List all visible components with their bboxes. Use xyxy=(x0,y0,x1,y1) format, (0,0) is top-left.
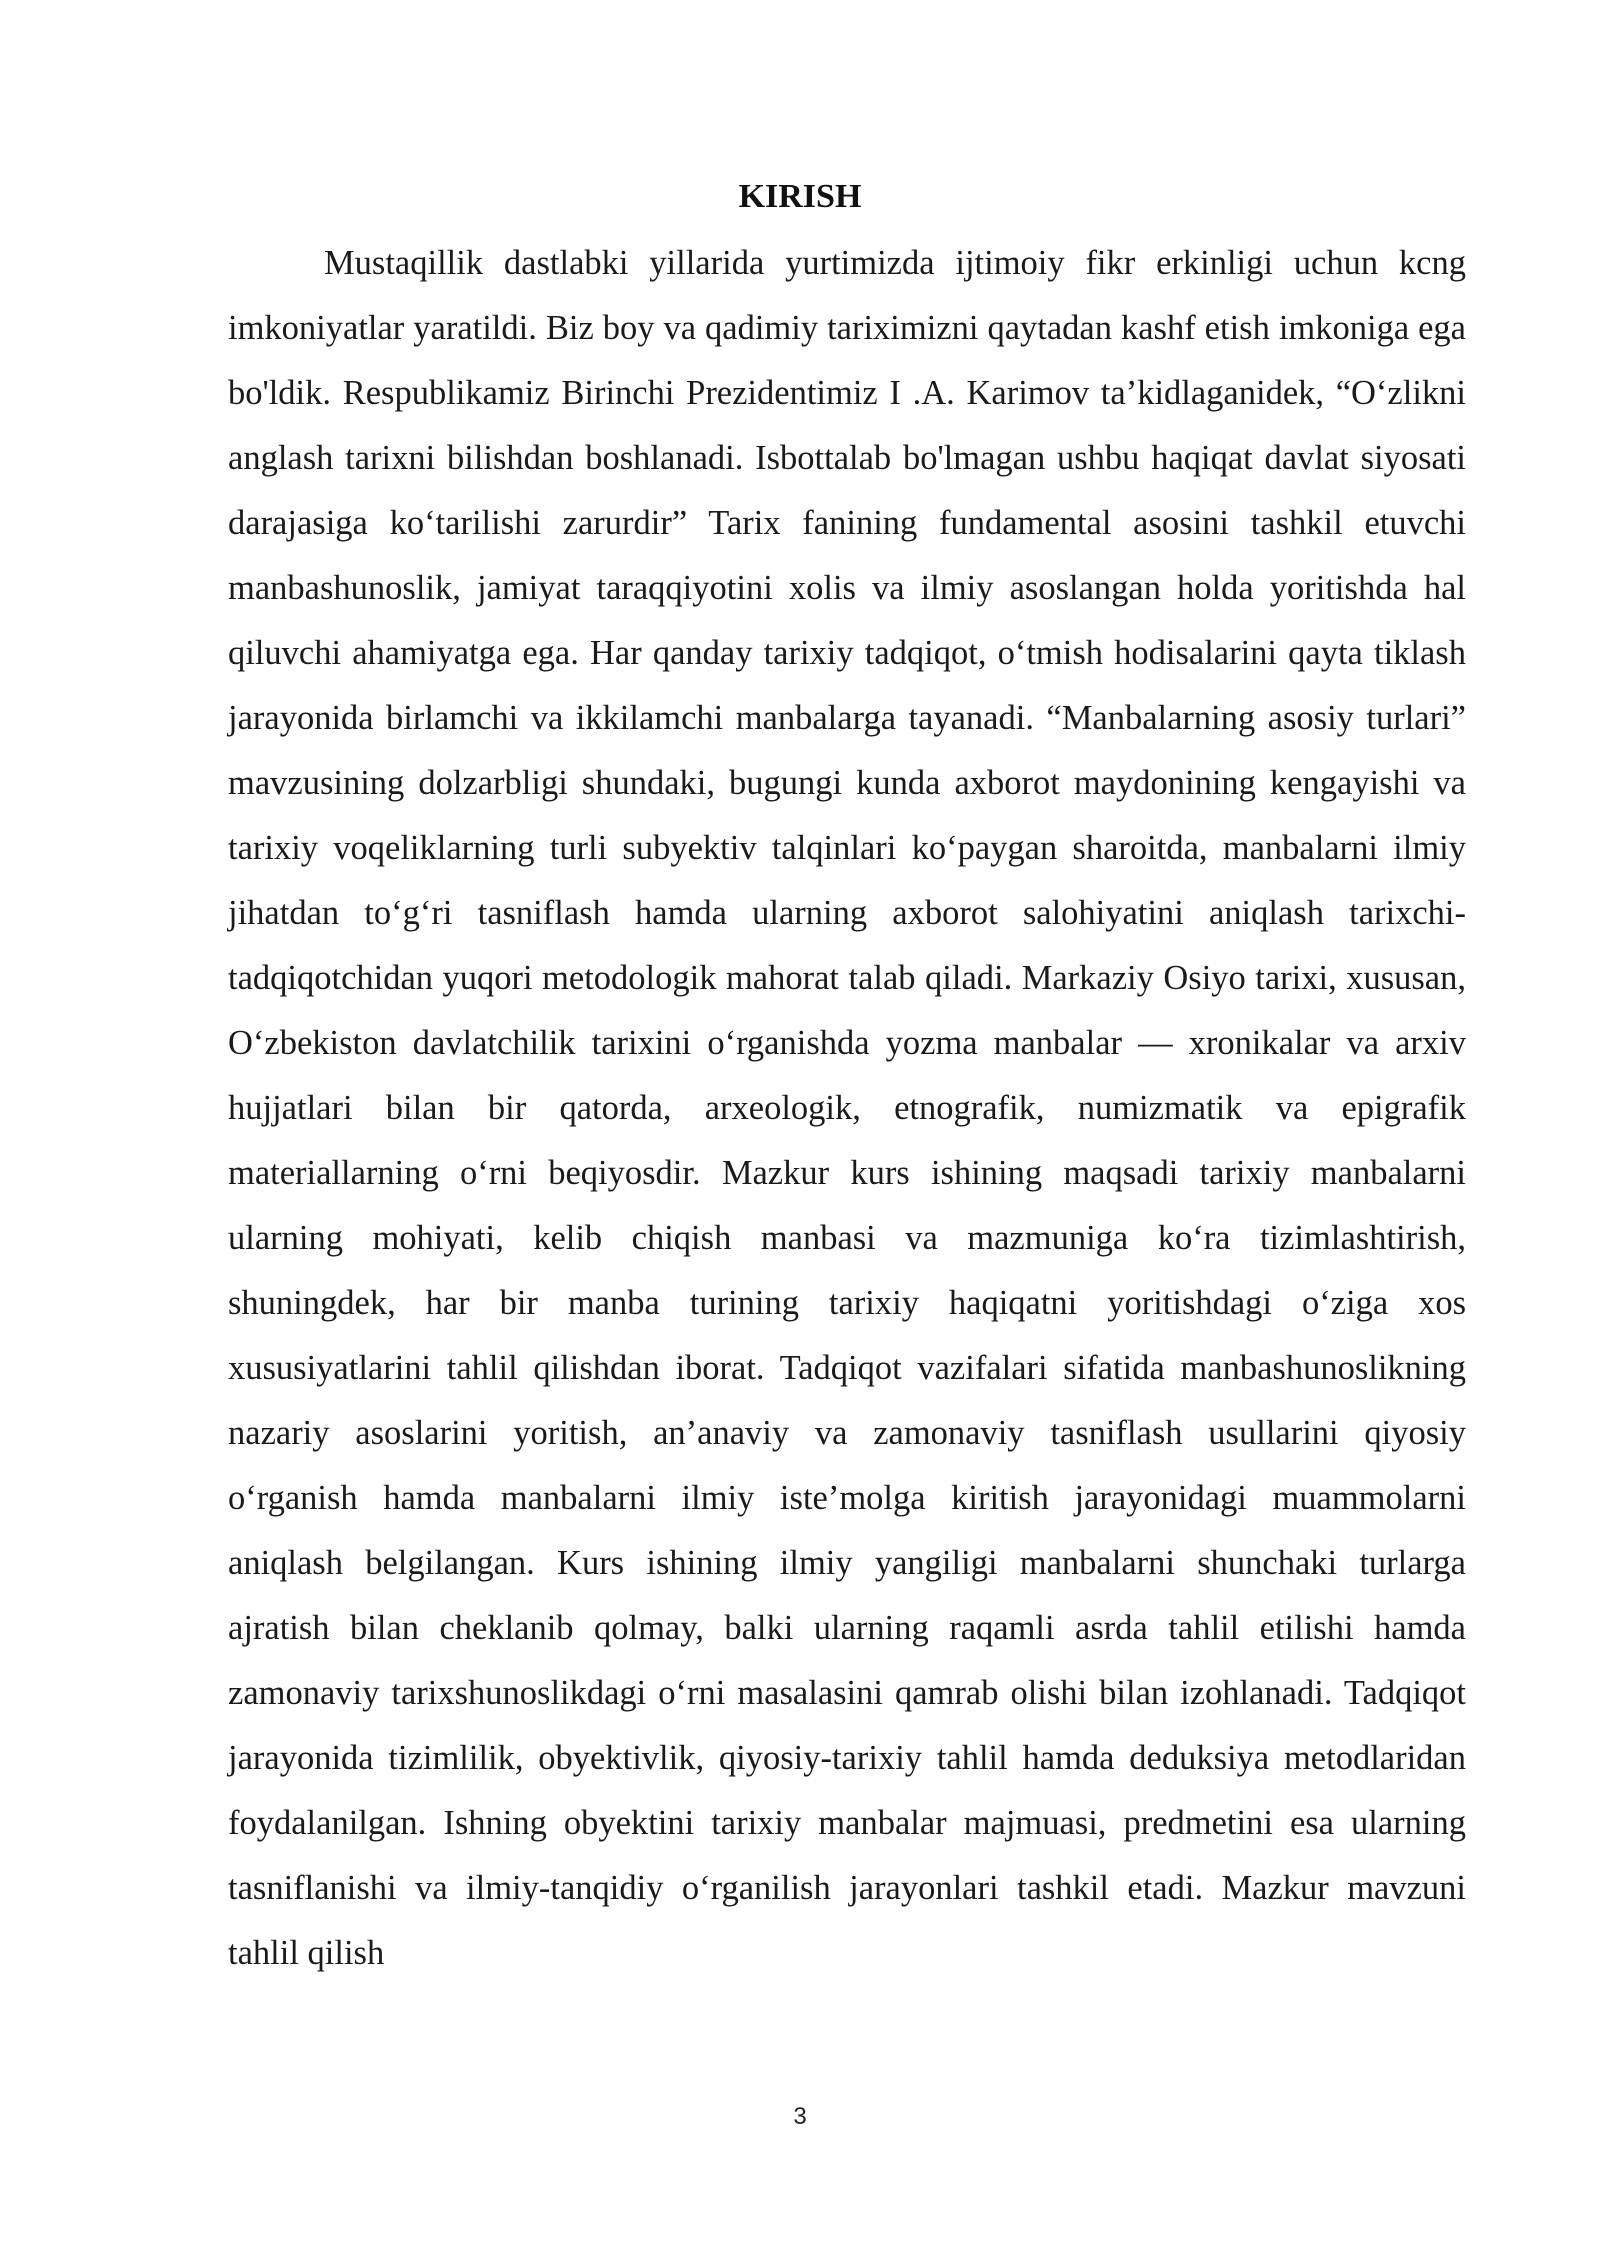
section-heading: KIRISH xyxy=(738,178,862,215)
page-number: 3 xyxy=(793,2103,807,2130)
body-paragraph: Mustaqillik dastlabki yillarida yurtimizda ijtimoiy fikr erkinligi uchun kcng imkoniyatlar yaratildi. Biz boy va qadimiy tariximizni qaytadan kashf etish imkoniga ega bo'ldik. Respublikamiz Birinchi Prezidentimiz I .A. Karimov ta’kidlaganidek, “O‘zlikni anglash tarixni bilishdan boshlanadi. Isbottalab bo'lmagan ushbu haqiqat davlat siyosati darajasiga ko‘tarilishi zarurdir” Tarix fanining fundamental asosini tashkil etuvchi manbashunoslik, jamiyat taraqqiyotini xolis va ilmiy asoslangan holda yoritishda hal qiluvchi ahamiyatga ega. Har qanday tarixiy tadqiqot, o‘tmish hodisalarini qayta tiklash jarayonida birlamchi va ikkilamchi manbalarga tayanadi. “Manbalarning asosiy turlari” mavzusining dolzarbligi shundaki, bugungi kunda axborot maydonining kengayishi va tarixiy voqeliklarning turli subyektiv talqinlari ko‘paygan sharoitda, manbalarni ilmiy jihatdan to‘g‘ri tasniflash hamda ularning axborot salohiyatini aniqlash tarixchi-tadqiqotchidan yuqori metodologik mahorat talab qiladi. Markaziy Osiyo tarixi, xususan, O‘zbekiston davlatchilik tarixini o‘rganishda yozma manbalar — xronikalar va arxiv hujjatlari bilan bir qatorda, arxeologik, etnografik, numizmatik va epigrafik materiallarning o‘rni beqiyosdir. Mazkur kurs ishining maqsadi tarixiy manbalarni ularning mohiyati, kelib chiqish manbasi va mazmuniga ko‘ra tizimlashtirish, shuningdek, har bir manba turining tarixiy haqiqatni yoritishdagi o‘ziga xos xususiyatlarini tahlil qilishdan iborat. Tadqiqot vazifalari sifatida manbashunoslikning nazariy asoslarini yoritish, an’anaviy va zamonaviy tasniflash usullarini qiyosiy o‘rganish hamda manbalarni ilmiy iste’molga kiritish jarayonidagi muammolarni aniqlash belgilangan. Kurs ishining ilmiy yangiligi manbalarni shunchaki turlarga ajratish bilan cheklanib qolmay, balki ularning raqamli asrda tahlil etilishi hamda zamonaviy tarixshunoslikdagi o‘rni masalasini qamrab olishi bilan izohlanadi. Tadqiqot jarayonida tizimlilik, obyektivlik, qiyosiy-tarixiy tahlil hamda deduksiya metodlaridan foydalanilgan. Ishning obyektini tarixiy manbalar majmuasi, predmetini esa ularning tasniflanishi va ilmiy-tanqidiy o‘rganilish jarayonlari tashkil etadi. Mazkur mavzuni tahlil qilish xyxy=(228,244,1466,1972)
